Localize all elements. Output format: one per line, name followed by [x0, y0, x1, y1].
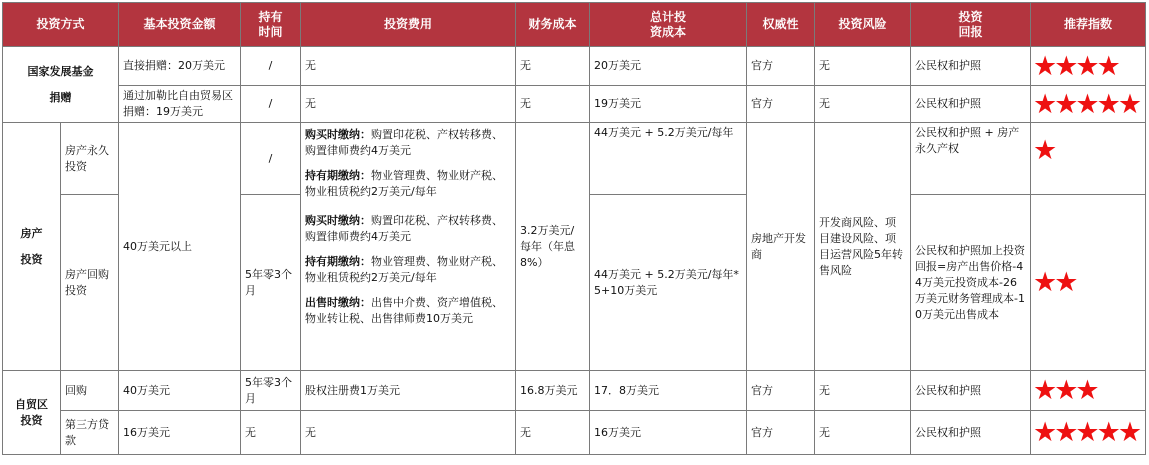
ftz-type: 回购	[61, 371, 119, 411]
fee-section	[305, 127, 511, 159]
fee-text: 购置印花税、产权转移费、购置律师费约4万美元	[305, 214, 504, 243]
table-row	[3, 371, 1146, 411]
fees-value: 无	[301, 411, 516, 455]
total-value: 16万美元	[590, 411, 747, 455]
realestate-fees	[301, 123, 516, 371]
fee-text: 物业管理费、物业财产税、物业租赁税约2万美元/每年	[305, 255, 504, 284]
holding-value: /	[241, 47, 301, 86]
authority-value: 官方	[747, 86, 815, 123]
return-value: 公民权和护照	[911, 411, 1031, 455]
category-ftz: 自贸区 投资	[3, 371, 61, 455]
authority-value: 官方	[747, 47, 815, 86]
return-value: 公民权和护照加上投资回报=房产出售价格-44万美元投资成本-26万美元财务管理成本-10万美元出售成本	[911, 195, 1031, 371]
risk-value: 无	[815, 371, 911, 411]
finance-value: 无	[516, 86, 590, 123]
fees-value: 无	[301, 47, 516, 86]
risk-value: 无	[815, 47, 911, 86]
header-method: 投资方式	[3, 3, 119, 47]
header-return: 投资 回报	[911, 3, 1031, 47]
realestate-authority: 房地产开发商	[747, 123, 815, 371]
realestate-finance: 3.2万美元/每年（年息8%）	[516, 123, 590, 371]
authority-value: 官方	[747, 371, 815, 411]
table-row	[3, 86, 1146, 123]
total-value: 44万美元 + 5.2万美元/每年	[590, 123, 747, 195]
holding-value: 5年零3个月	[241, 195, 301, 371]
rating-stars	[1031, 123, 1146, 195]
fee-label: 出售时缴纳：	[305, 296, 372, 309]
star-icons: ★★★★★	[1033, 88, 1140, 120]
return-value: 公民权和护照	[911, 371, 1031, 411]
fee-label: 购买时缴纳：	[305, 128, 372, 141]
total-value: 20万美元	[590, 47, 747, 86]
rating-stars	[1031, 47, 1146, 86]
category-donation: 国家发展基金 捐赠	[3, 47, 119, 123]
ftz-type: 第三方贷款	[61, 411, 119, 455]
fee-label: 购买时缴纳：	[305, 214, 372, 227]
fee-text: 物业管理费、物业财产税、物业租赁税约2万美元/每年	[305, 169, 504, 198]
fees-value: 股权注册费1万美元	[301, 371, 516, 411]
return-value: 公民权和护照	[911, 86, 1031, 123]
header-risk: 投资风险	[815, 3, 911, 47]
realestate-risk: 开发商风险、项目建设风险、项目运营风险5年转售风险	[815, 123, 911, 371]
base-value: 40万美元	[119, 371, 241, 411]
fee-label: 持有期缴纳：	[305, 255, 372, 268]
realestate-type: 房产永久投资	[61, 123, 119, 195]
risk-value: 无	[815, 411, 911, 455]
total-value: 19万美元	[590, 86, 747, 123]
header-finance-cost: 财务成本	[516, 3, 590, 47]
category-realestate: 房产 投资	[3, 123, 61, 371]
finance-value: 无	[516, 411, 590, 455]
star-icons: ★★	[1033, 267, 1076, 298]
risk-value: 无	[815, 86, 911, 123]
realestate-base-amount: 40万美元以上	[119, 123, 241, 371]
holding-value: 无	[241, 411, 301, 455]
donation-type: 通过加勒比自由贸易区捐赠：19万美元	[119, 86, 241, 123]
fee-text: 购置印花税、产权转移费、购置律师费约4万美元	[305, 128, 504, 157]
rating-stars	[1031, 411, 1146, 455]
finance-value: 16.8万美元	[516, 371, 590, 411]
star-icons: ★★★	[1033, 375, 1097, 406]
donation-type: 直接捐赠：20万美元	[119, 47, 241, 86]
realestate-type: 房产回购投资	[61, 195, 119, 371]
return-value: 公民权和护照 + 房产永久产权	[911, 123, 1031, 195]
investment-comparison-table	[2, 2, 1146, 455]
table-row	[3, 47, 1146, 86]
header-authority: 权威性	[747, 3, 815, 47]
table-row	[3, 123, 1146, 195]
star-icons: ★★★★★	[1033, 417, 1140, 448]
return-value: 公民权和护照	[911, 47, 1031, 86]
header-total-cost: 总计投 资成本	[590, 3, 747, 47]
fee-section	[305, 295, 511, 327]
holding-value: 5年零3个月	[241, 371, 301, 411]
header-fees: 投资费用	[301, 3, 516, 47]
base-value: 16万美元	[119, 411, 241, 455]
finance-value: 无	[516, 47, 590, 86]
fees-value: 无	[301, 86, 516, 123]
total-value: 17．8万美元	[590, 371, 747, 411]
authority-value: 官方	[747, 411, 815, 455]
fee-section	[305, 168, 511, 200]
holding-value: /	[241, 123, 301, 195]
rating-stars	[1031, 86, 1146, 123]
rating-stars	[1031, 195, 1146, 371]
table-row	[3, 411, 1146, 455]
header-holding: 持有 时间	[241, 3, 301, 47]
holding-value: /	[241, 86, 301, 123]
total-value: 44万美元 + 5.2万美元/每年*5+10万美元	[590, 195, 747, 371]
header-base-amount: 基本投资金额	[119, 3, 241, 47]
header-rating: 推荐指数	[1031, 3, 1146, 47]
fee-text: 出售中介费、资产增值税、物业转让税、出售律师费10万美元	[305, 296, 504, 325]
star-icons: ★	[1033, 135, 1055, 166]
rating-stars	[1031, 371, 1146, 411]
fee-section	[305, 213, 511, 245]
header-row	[3, 3, 1146, 47]
fee-section	[305, 254, 511, 286]
fee-label: 持有期缴纳：	[305, 169, 372, 182]
star-icons: ★★★★	[1033, 50, 1118, 82]
